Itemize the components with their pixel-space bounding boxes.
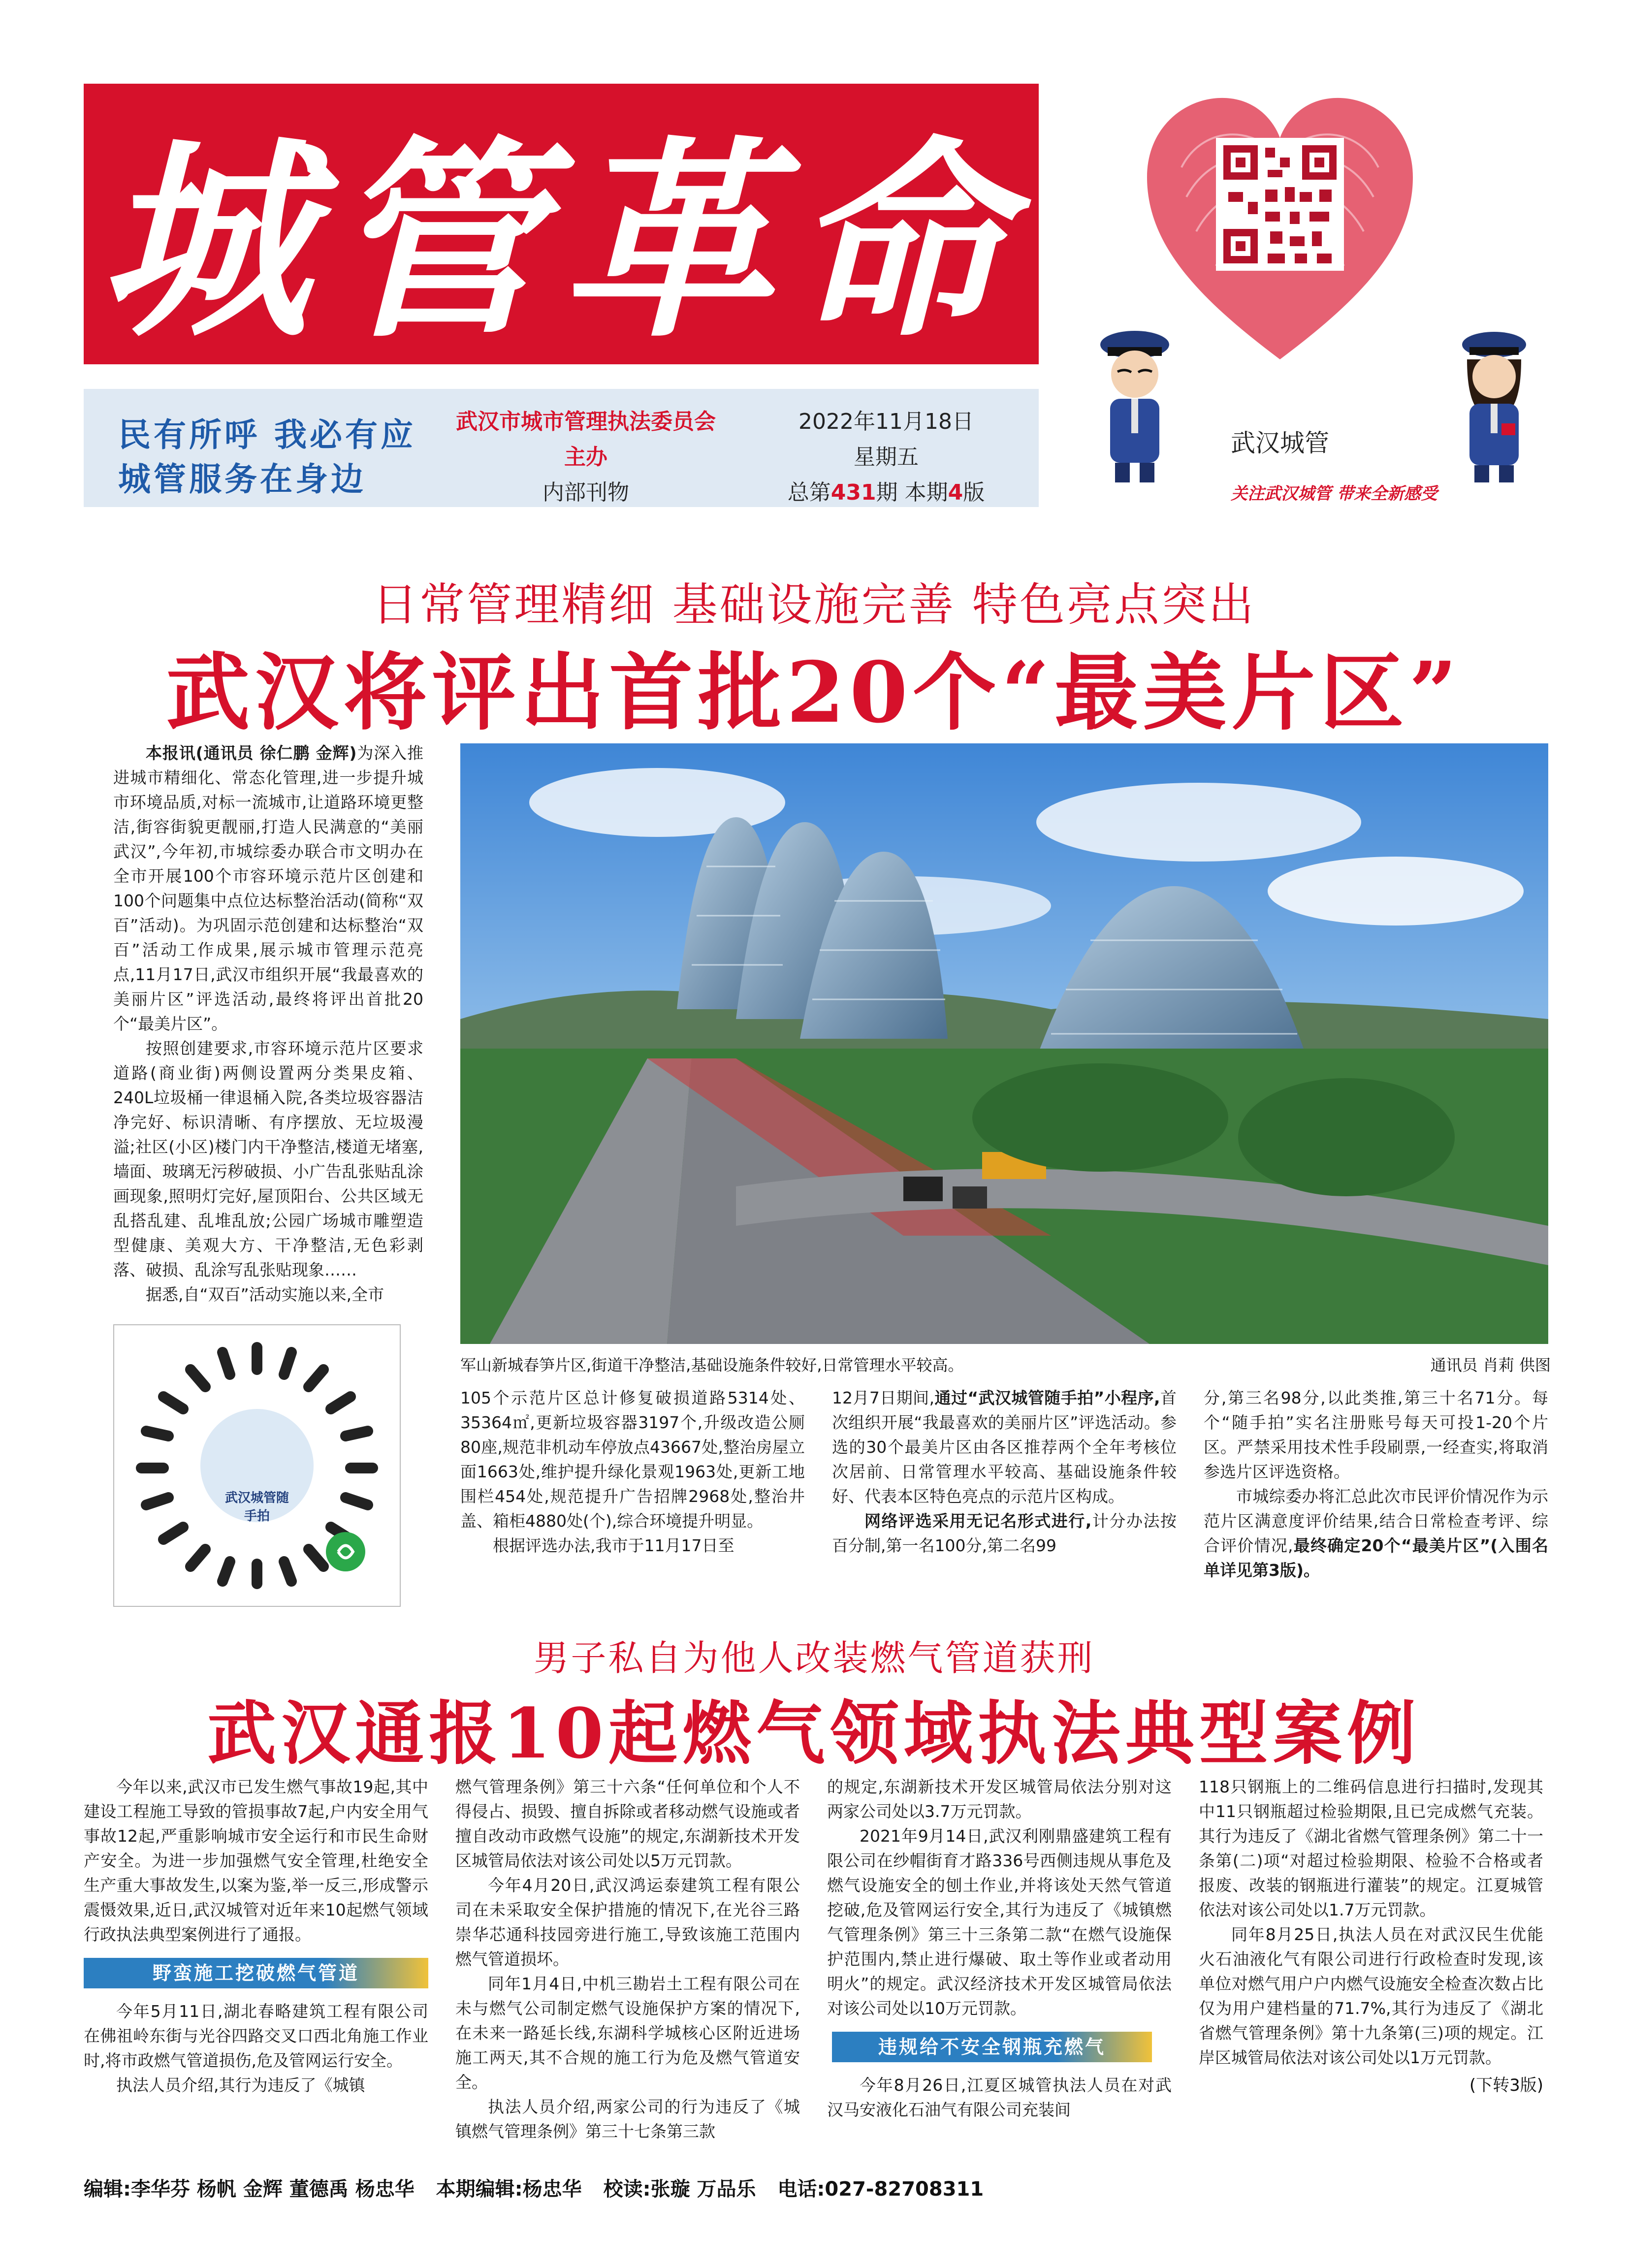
story1-column-4 (1204, 1386, 1548, 1583)
sponsor-name: 武汉市城市管理执法委员会 (456, 409, 716, 434)
masthead-info-bar (84, 389, 1039, 507)
story2-column-3 (827, 1775, 1172, 2122)
story2-subhead: 男子私自为他人改装燃气管道获刑 (533, 1637, 1095, 1679)
issue-number: 总第431期 本期4版 (787, 480, 985, 505)
badge-slogan: 关注武汉城管 带来全新感受 (1231, 484, 1437, 504)
photo-caption: 军山新城春笋片区,街道干净整洁,基础设施条件较好,日常管理水平较高。 (460, 1356, 964, 1374)
story1-para-3: 据悉,自“双百”活动实施以来,全市 (146, 1285, 384, 1304)
footer-proofreaders: 校读:张璇 万品乐 (603, 2178, 756, 2201)
masthead-banner (84, 84, 1039, 364)
story1-para-1: 为深入推进城市精细化、常态化管理,进一步提升城市环境品质,对标一流城市,让道路环境更整洁,街容街貌更靓丽,打造人民满意的“美丽武汉”,今年初,市城综委办联合市文明办在全市开展100个市容环境示范片区创建和100个问题集中点位达标整治活动(简称“双百”活动)。为巩固示范创建和达标整治“双百”活动工作成果,展示城市管理示范亮点,11月17日,武汉市组织开展“我最喜欢的美丽片区”评选活动,最终将评出首批20个“最美片区”。 (113, 743, 423, 1033)
newspaper-title: 城管革命 (98, 117, 1024, 366)
story1-para-7b: 计分办法按百分制,第一名100分,第二名99 (832, 1511, 1177, 1555)
story1-column-3 (832, 1386, 1177, 1558)
story2-para-2: 今年5月11日,湖北春略建筑工程有限公司在佛祖岭东街与光谷四路交叉口西北角施工作业时,将市政燃气管道损伤,危及管网运行安全。 (84, 2002, 428, 2070)
issue-date: 2022年11月18日 (798, 409, 974, 434)
story1-para-2: 按照创建要求,市容环境示范片区要求道路(商业街)两侧设置两分类果皮箱、240L垃圾桶一律退桶入院,各类垃圾容器洁净完好、标识清晰、有序摆放、无垃圾漫溢;社区(小区)楼门内干净整洁,楼道无堵塞,墙面、玻璃无污秽破损、小广告乱张贴乱涂画现象,照明灯完好,屋顶阳台、公共区域无乱搭乱建、乱堆乱放;公园广场城市雕塑造型健康、美观大方、干净整洁,无色彩剥落、破损、乱涂写乱张贴现象…… (113, 1039, 423, 1279)
footer-phone: 电话:027-82708311 (777, 2178, 984, 2201)
mini-program-code-icon (114, 1325, 400, 1606)
story2-para-7: 执法人员介绍,两家公司的行为违反了《城镇燃气管理条例》第三十七条第三款 (455, 2097, 800, 2141)
story2-para-10: 今年8月26日,江夏区城管执法人员在对武汉马安液化石油气有限公司充装间 (827, 2076, 1172, 2119)
story1-headline: 武汉将评出首批20个“最美片区” (166, 643, 1462, 742)
story2-para-1: 今年以来,武汉市已发生燃气事故19起,其中建设工程施工导致的管损事故7起,户内安全用气事故12起,严重影响城市安全运行和市民生命财产安全。为进一步加强燃气安全管理,杜绝安全生产重大事故发生,以案为鉴,举一反三,形成警示震慑效果,近日,武汉城管对近年来10起燃气领域行政执法典型案例进行了通报。 (84, 1777, 428, 1944)
badge-caption: 武汉城管 (1231, 429, 1329, 457)
slogan-line-1: 民有所呼 我必有应 (118, 416, 416, 454)
story2-para-5: 今年4月20日,武汉鸿运泰建筑工程有限公司在未采取安全保护措施的情况下,在光谷三路崇华芯通科技园旁进行施工,导致该施工范围内燃气管道损坏。 (455, 1876, 800, 1969)
fingerprint-heart-qr-icon (1142, 84, 1418, 379)
story1-para-6a: 12月7日期间, (832, 1388, 935, 1407)
story1-para-6b: 通过“武汉城管随手拍”小程序, (934, 1388, 1160, 1407)
mascot-officer-left-icon (1088, 325, 1181, 487)
story2-headline: 武汉通报10起燃气领域执法典型案例 (207, 1693, 1421, 1774)
footer-credits (84, 2173, 1561, 2202)
mascot-officer-right-icon (1447, 325, 1541, 487)
slogan-line-2: 城管服务在身边 (118, 460, 366, 498)
story1-para-7a: 网络评选采用无记名形式进行, (864, 1511, 1092, 1531)
story2-para-11: 118只钢瓶上的二维码信息进行扫描时,发现其中11只钢瓶超过检验期限,且已完成燃气充装。其行为违反了《湖北省燃气管理条例》第二十一条第(二)项“对超过检验期限、检验不合格或者报废、改装的钢瓶进行灌装”的规定。江夏城管依法对该公司处以1.7万元罚款。 (1199, 1777, 1543, 1919)
story2-para-12: 同年8月25日,执法人员在对武汉民生优能火石油液化气有限公司进行行政检查时发现,该单位对燃气用户户内燃气设施安全检查次数占比仅为用户建档量的71.7%,其行为违反了《湖北省燃气管理条例》第十九条第(三)项的规定。江岸区城管局依法对该公司处以1万元罚款。 (1199, 1925, 1543, 2067)
issue-weekday: 星期五 (854, 445, 919, 470)
story1-para-4: 105个示范片区总计修复破损道路5314处、35364㎡,更新垃圾容器3197个,升级改造公厕80座,规范非机动车停放点43667处,整治房屋立面1663处,维护提升绿化景观1963处,更新工地围栏454处,规范提升广告招牌2968处,整治井盖、箱柜4880处(个),综合环境提升明显。 (460, 1388, 805, 1531)
mini-program-qr-card[interactable] (113, 1324, 401, 1607)
story2-para-3: 执法人员介绍,其行为违反了《城镇 (116, 2076, 365, 2095)
story1-column-2 (460, 1386, 805, 1558)
mini-program-label: 武汉城管随手拍 (224, 1491, 289, 1524)
story2-column-1 (84, 1775, 428, 2098)
footer-chief-editor: 本期编辑:杨忠华 (436, 2178, 582, 2201)
photo-junshan-district (460, 743, 1548, 1344)
story1-para-8: 分,第三名98分,以此类推,第三十名71分。每个“随手拍”实名注册账号每天可投1-20个片区。严禁采用技术性手段刷票,一经查实,将取消参选片区评选资格。 (1204, 1388, 1548, 1481)
story2-para-9: 2021年9月14日,武汉利刚鼎盛建筑工程有限公司在纱帽街育才路336号西侧违规从事危及燃气设施安全的刨土作业,并将该处天然气管道挖破,危及管网运行安全,其行为违反了《城镇燃气管理条例》第三十三条第二款“在燃气设施保护范围内,禁止进行爆破、取土等作业或者动用明火”的规定。武汉经济技术开发区城管局依法对该公司处以10万元罚款。 (827, 1826, 1172, 2018)
story1-para-9a: 市城综委办将汇总此次市民评价情况作为示范片区满意度评价结果,结合日常检查考评、综合评价情况, (1204, 1487, 1548, 1555)
story1-subhead: 日常管理精细 基础设施完善 特色亮点突出 (372, 578, 1256, 631)
internal-label: 内部刊物 (543, 480, 629, 505)
story2-para-6: 同年1月4日,中机三勘岩土工程有限公司在未与燃气公司制定燃气设施保护方案的情况下,在未来一路延长线,东湖科学城核心区附近进场施工两天,其不合规的施工行为危及燃气管道安全。 (455, 1974, 800, 2092)
continued-note: (下转3版) (1469, 2076, 1543, 2095)
story2-column-2 (455, 1775, 800, 2144)
story1-byline: 本报讯(通讯员 徐仁鹏 金辉) (146, 743, 357, 763)
story1-para-9b: 最终确定20个“最美片区”(入围名单详见第3版)。 (1204, 1536, 1548, 1580)
section-tag-construction: 野蛮施工挖破燃气管道 (84, 1958, 428, 1988)
footer-editors: 编辑:李华芬 杨帆 金辉 董德禹 杨忠华 (84, 2178, 415, 2201)
section-tag-cylinder: 违规给不安全钢瓶充燃气 (832, 2032, 1152, 2062)
story2-column-4 (1199, 1775, 1543, 2098)
story2-para-8: 的规定,东湖新技术开发区城管局依法分别对这两家公司处以3.7万元罚款。 (827, 1777, 1172, 1821)
photo-credit: 通讯员 肖莉 供图 (1430, 1356, 1551, 1374)
story1-para-5: 根据评选办法,我市于11月17日至 (493, 1536, 734, 1555)
story1-column-1 (113, 741, 423, 1307)
story2-para-4: 燃气管理条例》第三十六条“任何单位和个人不得侵占、损毁、擅自拆除或者移动燃气设施或者擅自改动市政燃气设施”的规定,东湖新技术开发区城管局依法对该公司处以5万元罚款。 (455, 1777, 800, 1870)
sponsor-role: 主办 (564, 445, 607, 470)
story1-para-6c: 首次组织开展“我最喜欢的美丽片区”评选活动。参选的30个最美片区由各区推荐两个全年考核位次居前、日常管理水平较高、基础设施条件较好、代表本区特色亮点的示范片区构成。 (832, 1388, 1177, 1506)
